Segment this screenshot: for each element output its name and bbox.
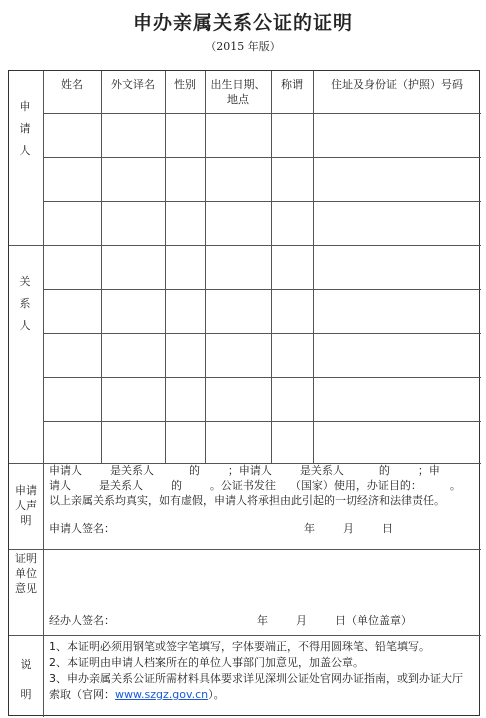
declaration-line-2: 请人 是关系人 的 。公证书发往 （国家）使用，办证目的： 。 <box>49 479 461 492</box>
note-1 <box>49 639 430 654</box>
declaration-line-1: 申请人 是关系人 的 ；申请人 是关系人 的 ；申 <box>49 464 440 477</box>
applicant-signature-label: 申请人签名： <box>49 522 115 535</box>
note-3-text: 3、申办亲属关系公证所需材料具体要求详见深圳公证处官网办证指南，或到办证大厅 <box>49 672 463 685</box>
note-3-suffix: ）。 <box>208 688 225 701</box>
relative-row[interactable] <box>44 246 481 288</box>
header-name: 姓名 <box>61 78 83 91</box>
handler-signature-date: 年 月 日（单位盖章） <box>257 614 412 627</box>
note-3-line-2 <box>49 687 225 702</box>
applicant-row[interactable] <box>44 202 481 244</box>
applicant-row[interactable] <box>44 114 481 156</box>
relative-section-label: 关 系 人 <box>19 275 31 332</box>
header-birth-date-place: 出生日期、地点 <box>210 78 266 106</box>
header-foreign-name: 外文译名 <box>111 78 155 91</box>
applicant-row[interactable] <box>44 158 481 200</box>
relative-row[interactable] <box>44 290 481 332</box>
document-title: 申办亲属关系公证的证明 <box>132 12 353 34</box>
declaration-line-3: 以上亲属关系均真实，如有虚假，申请人将承担由此引起的一切经济和法律责任。 <box>49 494 445 507</box>
handler-signature-label: 经办人签名： <box>49 614 115 627</box>
declaration-label: 申请 人声 明 <box>15 484 37 527</box>
note-3-prefix: 索取（官网： <box>49 688 115 701</box>
applicant-section-label: 申 请 人 <box>19 100 31 157</box>
relative-row[interactable] <box>44 378 481 420</box>
note-2-text: 2、本证明由申请人档案所在的单位人事部门加意见，加盖公章。 <box>49 656 364 669</box>
header-relationship: 称谓 <box>281 78 303 91</box>
header-address-id: 住址及身份证（护照）号码 <box>331 78 463 91</box>
relative-row[interactable] <box>44 334 481 376</box>
note-2 <box>49 655 364 670</box>
unit-opinion-label: 证明 单位 意见 <box>15 552 37 595</box>
applicant-signature-date: 年 月 日 <box>304 522 393 535</box>
edition-label: （2015 年版） <box>205 40 281 53</box>
note-3-line-1 <box>49 671 463 686</box>
unit-opinion-field[interactable] <box>45 551 479 603</box>
notes-label: 说 明 <box>20 658 32 701</box>
relative-row[interactable] <box>44 422 481 462</box>
official-website-link[interactable]: www.szgz.gov.cn <box>115 688 209 701</box>
header-gender: 性别 <box>174 78 196 91</box>
note-1-text: 1、本证明必须用钢笔或签字笔填写，字体要端正，不得用圆珠笔、铅笔填写。 <box>49 640 430 653</box>
certificate-form <box>8 70 480 716</box>
